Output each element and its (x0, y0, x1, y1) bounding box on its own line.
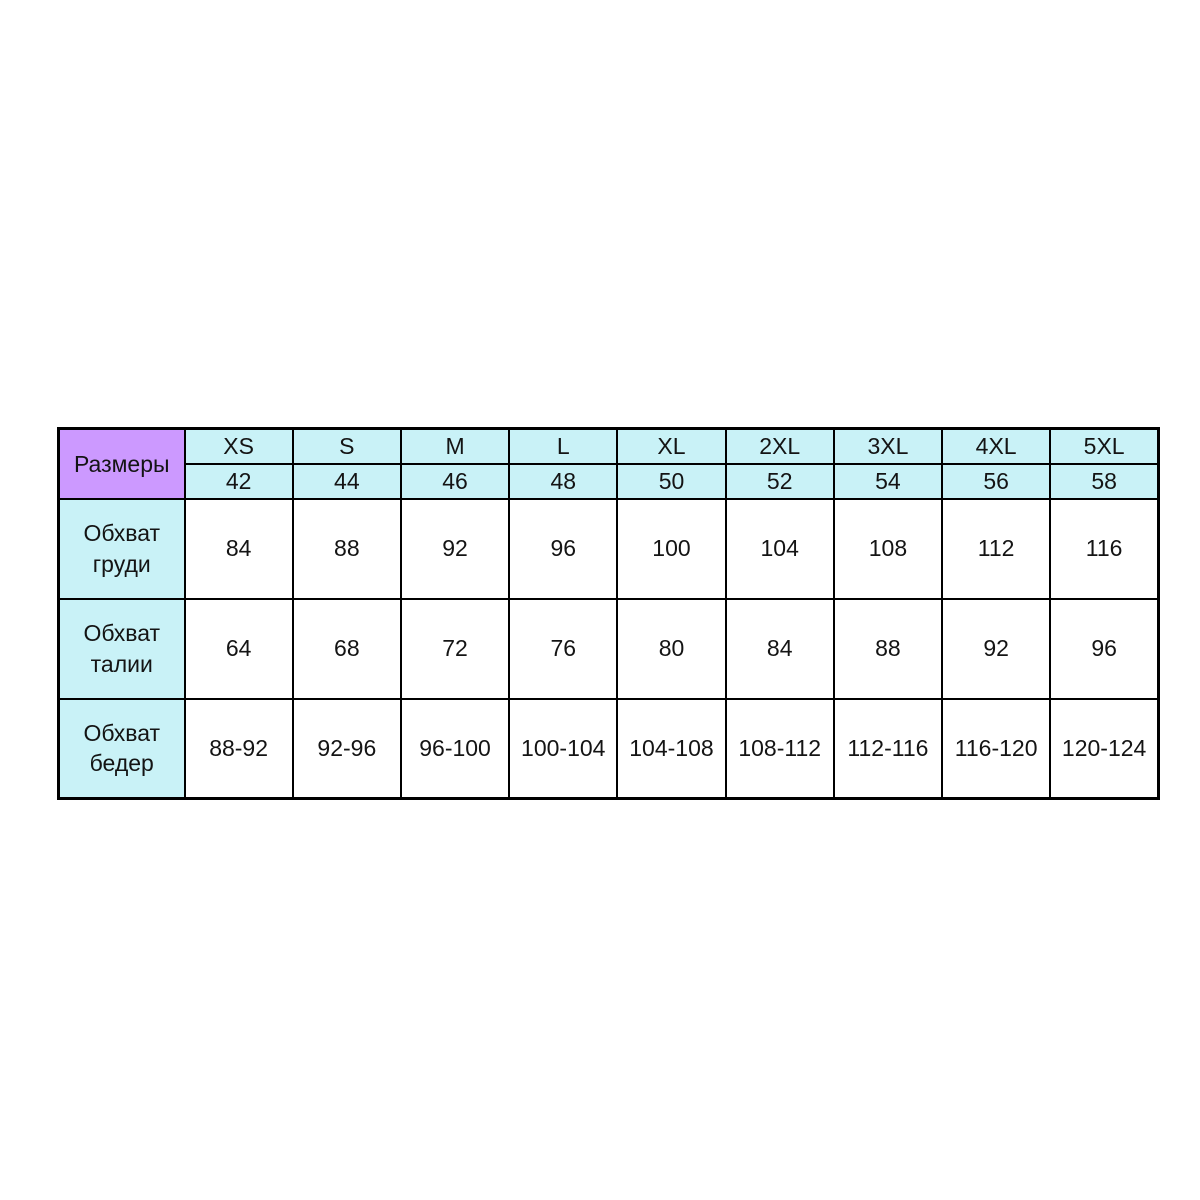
corner-label: Размеры (59, 429, 185, 499)
size-label-5xl: 5XL (1050, 429, 1158, 464)
size-chart-table (57, 427, 1160, 800)
cell-r1-c7: 92 (942, 599, 1050, 699)
cell-r1-c8: 96 (1050, 599, 1158, 699)
cell-r2-c1: 92-96 (293, 699, 401, 799)
cell-r0-c6: 108 (834, 499, 942, 599)
row-label-0: Обхват груди (59, 499, 185, 599)
size-label-4xl: 4XL (942, 429, 1050, 464)
row-label-1: Обхват талии (59, 599, 185, 699)
cell-r1-c0: 64 (185, 599, 293, 699)
size-label-l: L (509, 429, 617, 464)
cell-r2-c0: 88-92 (185, 699, 293, 799)
cell-r0-c2: 92 (401, 499, 509, 599)
cell-r0-c4: 100 (617, 499, 725, 599)
table-row-1 (59, 599, 1159, 699)
russian-size-50: 50 (617, 464, 725, 499)
cell-r0-c7: 112 (942, 499, 1050, 599)
size-label-m: M (401, 429, 509, 464)
size-label-xl: XL (617, 429, 725, 464)
cell-r1-c4: 80 (617, 599, 725, 699)
size-label-xs: XS (185, 429, 293, 464)
size-label-2xl: 2XL (726, 429, 834, 464)
table-row-0 (59, 499, 1159, 599)
cell-r2-c5: 108-112 (726, 699, 834, 799)
cell-r1-c2: 72 (401, 599, 509, 699)
cell-r0-c8: 116 (1050, 499, 1158, 599)
cell-r0-c0: 84 (185, 499, 293, 599)
size-label-s: S (293, 429, 401, 464)
russian-size-54: 54 (834, 464, 942, 499)
russian-size-56: 56 (942, 464, 1050, 499)
cell-r1-c3: 76 (509, 599, 617, 699)
header-row-russian-sizes (59, 464, 1159, 499)
cell-r2-c2: 96-100 (401, 699, 509, 799)
russian-size-42: 42 (185, 464, 293, 499)
table-row-2 (59, 699, 1159, 799)
russian-size-58: 58 (1050, 464, 1158, 499)
cell-r1-c6: 88 (834, 599, 942, 699)
size-label-3xl: 3XL (834, 429, 942, 464)
row-label-2: Обхват бедер (59, 699, 185, 799)
cell-r2-c6: 112-116 (834, 699, 942, 799)
russian-size-52: 52 (726, 464, 834, 499)
russian-size-46: 46 (401, 464, 509, 499)
russian-size-44: 44 (293, 464, 401, 499)
cell-r2-c3: 100-104 (509, 699, 617, 799)
cell-r0-c1: 88 (293, 499, 401, 599)
cell-r0-c3: 96 (509, 499, 617, 599)
cell-r2-c8: 120-124 (1050, 699, 1158, 799)
size-chart-body (59, 429, 1159, 799)
cell-r1-c5: 84 (726, 599, 834, 699)
cell-r1-c1: 68 (293, 599, 401, 699)
header-row-sizes (59, 429, 1159, 464)
cell-r2-c4: 104-108 (617, 699, 725, 799)
cell-r0-c5: 104 (726, 499, 834, 599)
cell-r2-c7: 116-120 (942, 699, 1050, 799)
russian-size-48: 48 (509, 464, 617, 499)
